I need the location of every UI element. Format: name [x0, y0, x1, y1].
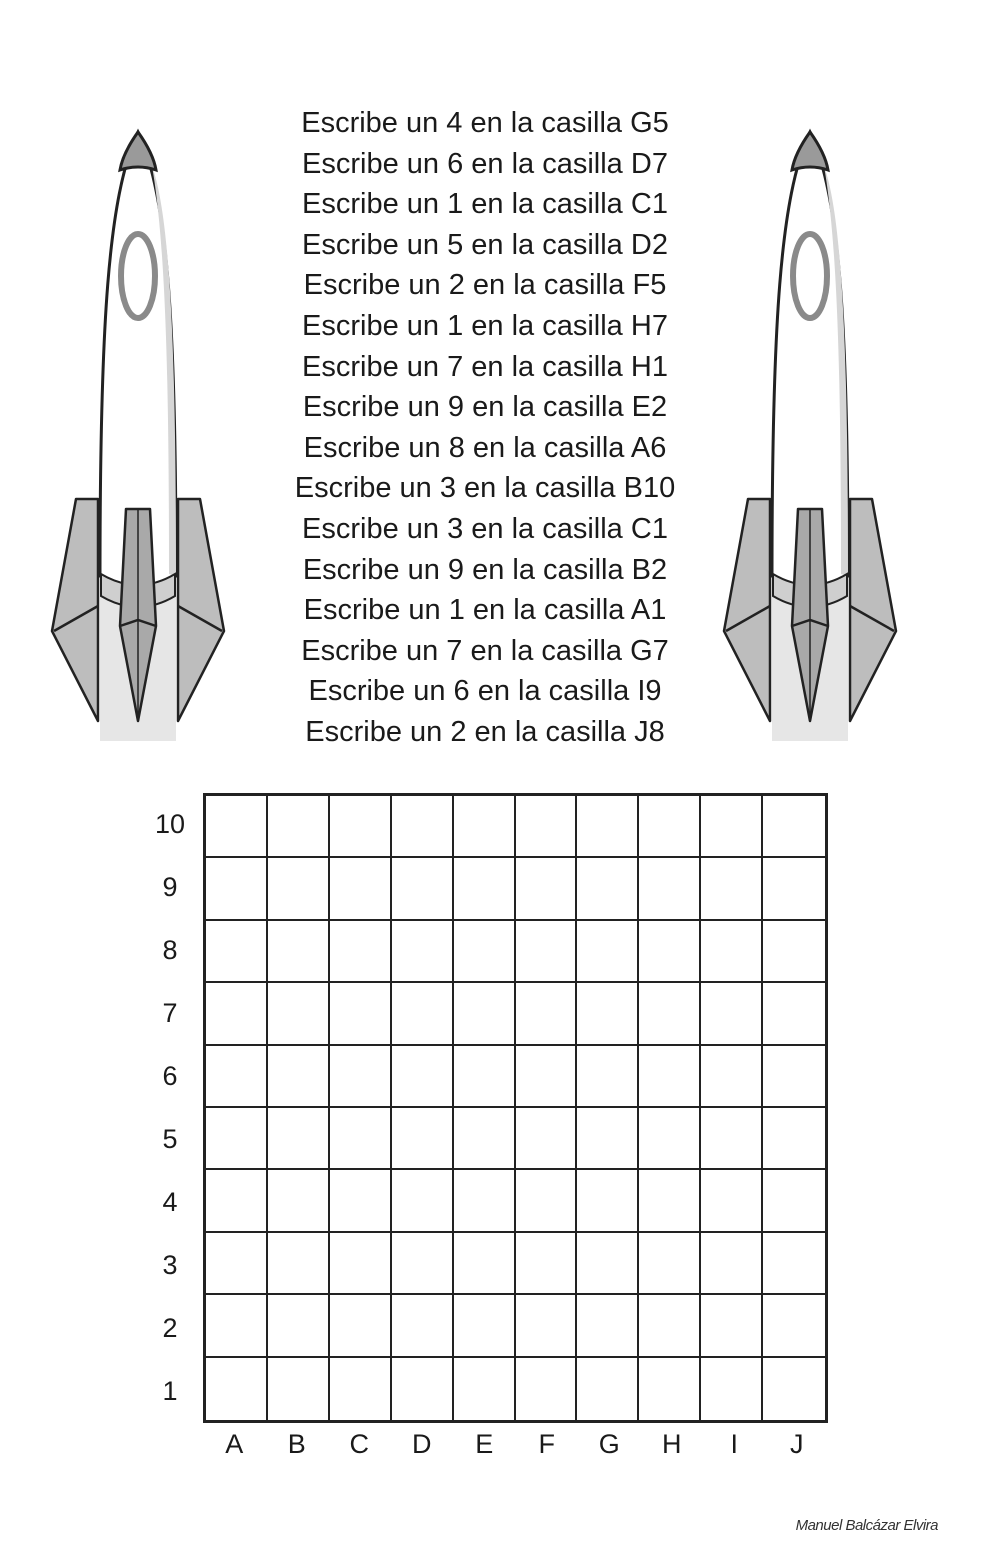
row-label: 3	[162, 1250, 178, 1280]
rocket-right-icon	[720, 126, 900, 746]
grid-cell[interactable]	[454, 858, 516, 920]
grid-cell[interactable]	[392, 1233, 454, 1295]
grid-cell[interactable]	[268, 796, 330, 858]
grid-cell[interactable]	[577, 983, 639, 1045]
instruction-item: Escribe un 2 en la casilla J8	[305, 715, 665, 748]
grid-cell[interactable]	[701, 1170, 763, 1232]
grid-cell[interactable]	[516, 1295, 578, 1357]
grid-cell[interactable]	[206, 1046, 268, 1108]
column-label: A	[225, 1429, 244, 1459]
grid-cell[interactable]	[206, 858, 268, 920]
column-label: J	[790, 1429, 804, 1459]
grid-cell[interactable]	[516, 1108, 578, 1170]
grid-cell[interactable]	[268, 1108, 330, 1170]
author-credit: Manuel Balcázar Elvira	[795, 1517, 938, 1534]
grid-cell[interactable]	[701, 1108, 763, 1170]
grid-cell[interactable]	[392, 1295, 454, 1357]
grid-cell[interactable]	[330, 983, 392, 1045]
row-label: 2	[162, 1313, 178, 1343]
grid-cell[interactable]	[330, 1358, 392, 1420]
grid-cell[interactable]	[763, 1046, 825, 1108]
grid-cell[interactable]	[763, 858, 825, 920]
grid-cell[interactable]	[330, 1233, 392, 1295]
grid-cell[interactable]	[454, 1170, 516, 1232]
row-labels	[140, 793, 200, 1423]
grid-cell[interactable]	[268, 983, 330, 1045]
grid-cell[interactable]	[763, 1233, 825, 1295]
instruction-item: Escribe un 7 en la casilla H1	[302, 350, 668, 383]
row-label: 6	[162, 1061, 178, 1091]
grid-cell[interactable]	[206, 983, 268, 1045]
coordinate-grid	[203, 793, 828, 1423]
grid-cell[interactable]	[701, 983, 763, 1045]
grid-cell[interactable]	[577, 1108, 639, 1170]
instruction-item: Escribe un 1 en la casilla C1	[302, 188, 668, 221]
grid-cell[interactable]	[516, 1170, 578, 1232]
grid-cell[interactable]	[454, 1358, 516, 1420]
grid-cell[interactable]	[392, 796, 454, 858]
grid-cell[interactable]	[268, 1046, 330, 1108]
column-label: G	[598, 1429, 620, 1459]
grid-cell[interactable]	[516, 983, 578, 1045]
rocket-nose	[120, 132, 156, 170]
grid-cell[interactable]	[206, 1358, 268, 1420]
column-label: F	[538, 1429, 555, 1459]
grid-cell[interactable]	[701, 858, 763, 920]
grid-cell[interactable]	[330, 1046, 392, 1108]
column-labels	[203, 1424, 828, 1464]
grid-cell[interactable]	[701, 1358, 763, 1420]
instruction-item: Escribe un 9 en la casilla B2	[302, 553, 668, 586]
grid-cell[interactable]	[392, 983, 454, 1045]
grid-cell[interactable]	[330, 1170, 392, 1232]
grid-cell[interactable]	[639, 1233, 701, 1295]
grid-cell[interactable]	[392, 858, 454, 920]
grid-cell[interactable]	[330, 921, 392, 983]
grid-cell[interactable]	[268, 1295, 330, 1357]
instruction-list	[250, 103, 720, 753]
instruction-item: Escribe un 1 en la casilla H7	[302, 309, 668, 342]
row-label: 4	[162, 1187, 178, 1217]
grid-cell[interactable]	[577, 1233, 639, 1295]
grid-cell[interactable]	[392, 1358, 454, 1420]
rocket-nose	[792, 132, 828, 170]
grid-cell[interactable]	[577, 921, 639, 983]
grid-cell[interactable]	[268, 1233, 330, 1295]
grid-cell[interactable]	[454, 796, 516, 858]
grid-cell[interactable]	[330, 796, 392, 858]
grid-cell[interactable]	[701, 1233, 763, 1295]
grid-cell[interactable]	[763, 1170, 825, 1232]
grid-cell[interactable]	[701, 1295, 763, 1357]
instruction-item: Escribe un 9 en la casilla E2	[302, 391, 668, 424]
grid-cell[interactable]	[639, 921, 701, 983]
grid-cell[interactable]	[639, 983, 701, 1045]
grid-cell[interactable]	[701, 1046, 763, 1108]
grid-cell[interactable]	[577, 1170, 639, 1232]
instruction-item: Escribe un 8 en la casilla A6	[303, 431, 667, 464]
grid-cell[interactable]	[763, 921, 825, 983]
grid-cell[interactable]	[268, 1358, 330, 1420]
grid-cell[interactable]	[516, 1358, 578, 1420]
grid-cell[interactable]	[268, 921, 330, 983]
grid-cell[interactable]	[516, 1046, 578, 1108]
column-label: C	[349, 1429, 369, 1459]
grid-cell[interactable]	[701, 921, 763, 983]
grid-cell[interactable]	[454, 1108, 516, 1170]
column-label: I	[730, 1429, 738, 1459]
grid-cell[interactable]	[639, 1358, 701, 1420]
grid-cell[interactable]	[206, 1108, 268, 1170]
grid-cell[interactable]	[392, 921, 454, 983]
column-label: E	[475, 1429, 494, 1459]
grid-cell[interactable]	[454, 1233, 516, 1295]
grid-cell[interactable]	[330, 1295, 392, 1357]
grid-cell[interactable]	[392, 1046, 454, 1108]
rocket-left-icon	[48, 126, 228, 746]
grid-cell[interactable]	[330, 1108, 392, 1170]
grid-cell[interactable]	[516, 796, 578, 858]
grid-cell[interactable]	[763, 796, 825, 858]
grid-cell[interactable]	[268, 858, 330, 920]
column-label: B	[287, 1429, 306, 1459]
grid-cell[interactable]	[206, 921, 268, 983]
instruction-item: Escribe un 1 en la casilla A1	[303, 594, 667, 627]
grid-cell[interactable]	[454, 983, 516, 1045]
grid-cell[interactable]	[577, 858, 639, 920]
row-label: 8	[162, 935, 178, 965]
grid-cell[interactable]	[330, 858, 392, 920]
grid-cell[interactable]	[577, 1358, 639, 1420]
grid-cell[interactable]	[516, 858, 578, 920]
instruction-item: Escribe un 3 en la casilla C1	[302, 512, 668, 545]
row-label: 1	[162, 1376, 178, 1406]
column-label: D	[412, 1429, 432, 1459]
row-label: 10	[154, 809, 186, 839]
grid-cell[interactable]	[639, 1046, 701, 1108]
grid-cell[interactable]	[206, 796, 268, 858]
grid-cell[interactable]	[454, 1295, 516, 1357]
grid-cell[interactable]	[268, 1170, 330, 1232]
grid-cell[interactable]	[639, 858, 701, 920]
grid-cell[interactable]	[206, 1295, 268, 1357]
grid-cell[interactable]	[392, 1108, 454, 1170]
grid-cell[interactable]	[516, 1233, 578, 1295]
instruction-item: Escribe un 2 en la casilla F5	[303, 269, 667, 302]
grid-cell[interactable]	[206, 1170, 268, 1232]
row-label: 7	[162, 998, 178, 1028]
grid-cell[interactable]	[639, 1170, 701, 1232]
grid-cell[interactable]	[639, 796, 701, 858]
grid-cell[interactable]	[454, 921, 516, 983]
grid-cell[interactable]	[763, 1108, 825, 1170]
grid-cell[interactable]	[516, 921, 578, 983]
grid-cell[interactable]	[701, 796, 763, 858]
grid-cell[interactable]	[763, 1358, 825, 1420]
grid-cell[interactable]	[639, 1108, 701, 1170]
grid-cell[interactable]	[577, 1295, 639, 1357]
grid-cell[interactable]	[577, 1046, 639, 1108]
instruction-item: Escribe un 4 en la casilla G5	[301, 107, 669, 139]
grid-cell[interactable]	[639, 1295, 701, 1357]
grid-cell[interactable]	[206, 1233, 268, 1295]
row-label: 5	[162, 1124, 178, 1154]
grid-cell[interactable]	[577, 796, 639, 858]
grid-cell[interactable]	[763, 1295, 825, 1357]
instruction-item: Escribe un 6 en la casilla I9	[308, 675, 662, 708]
column-label: H	[662, 1429, 682, 1459]
grid-cell[interactable]	[763, 983, 825, 1045]
grid-cell[interactable]	[392, 1170, 454, 1232]
row-label: 9	[162, 872, 178, 902]
instruction-item: Escribe un 5 en la casilla D2	[302, 228, 668, 261]
instruction-item: Escribe un 6 en la casilla D7	[302, 147, 668, 180]
instruction-item: Escribe un 3 en la casilla B10	[294, 472, 676, 505]
grid-cell[interactable]	[454, 1046, 516, 1108]
instruction-item: Escribe un 7 en la casilla G7	[301, 634, 669, 667]
